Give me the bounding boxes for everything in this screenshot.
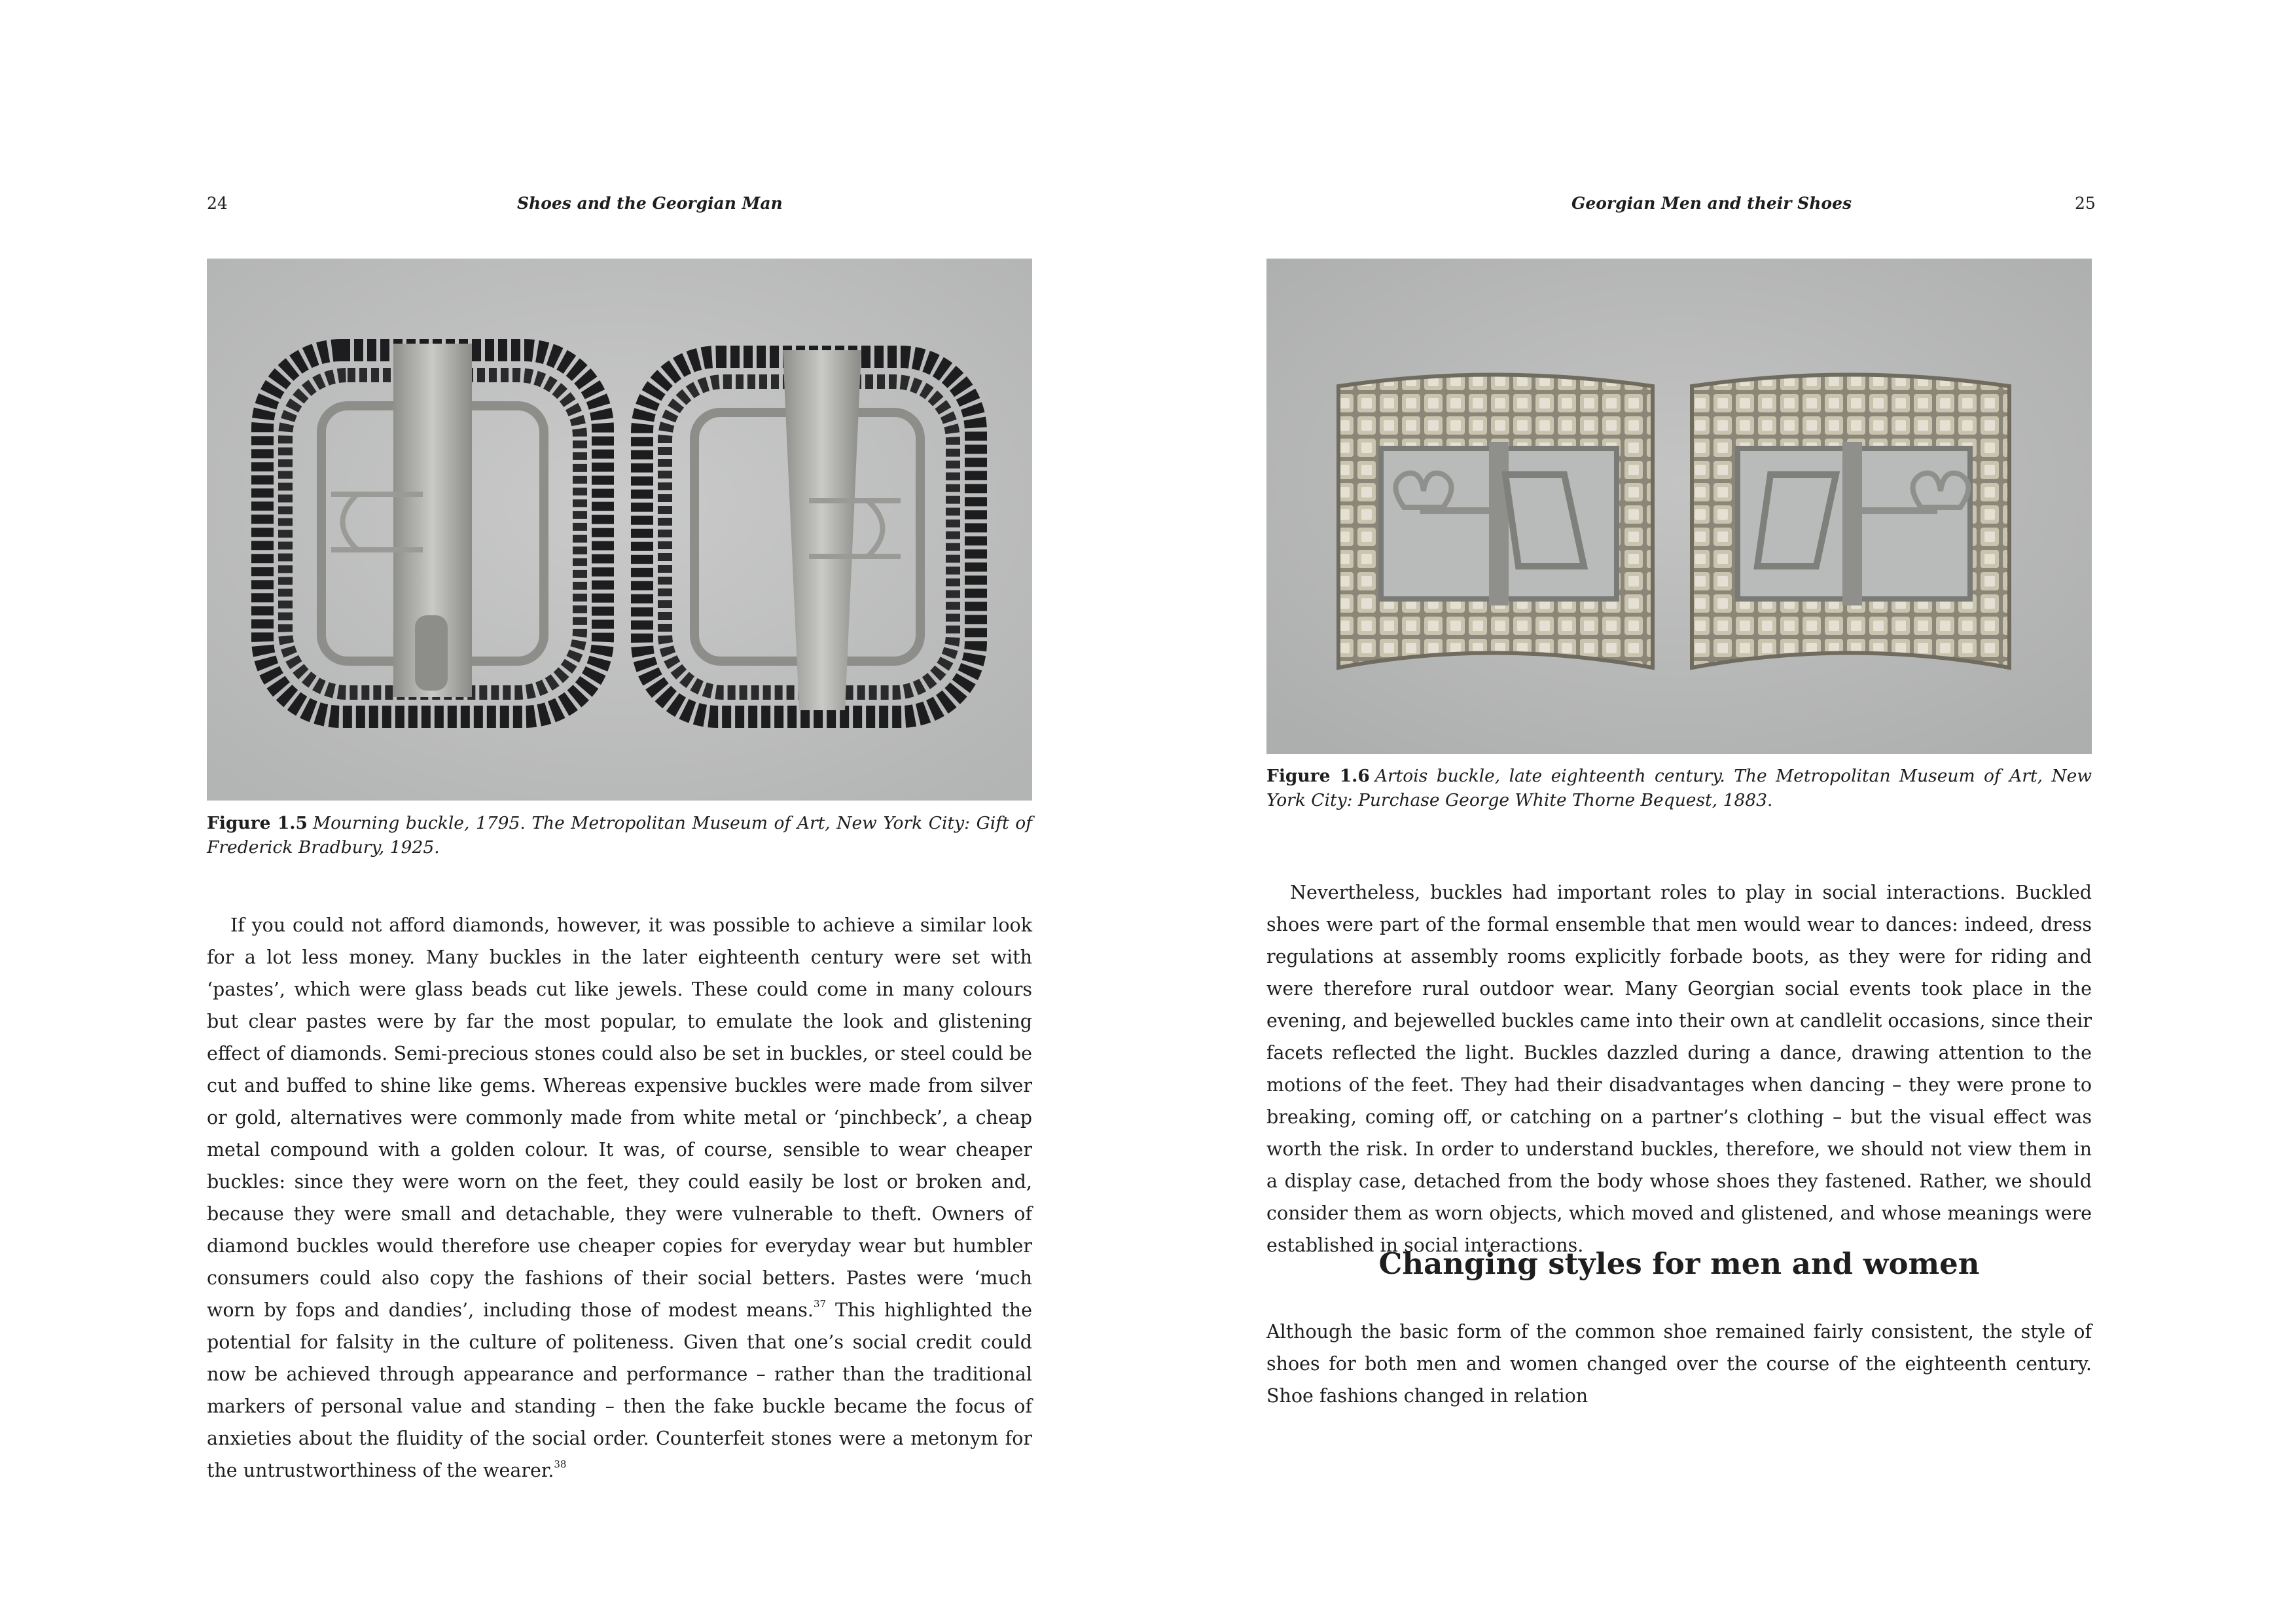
mourning-buckle-image xyxy=(207,259,1032,801)
figure-caption-text: Mourning buckle, 1795. The Metropolitan Museum of Art, New York City: Gift of Frederick Bradbury, 1925. xyxy=(207,813,1032,857)
running-head: Shoes and the Georgian Man xyxy=(517,194,783,213)
figure-label: Figure 1.5 xyxy=(207,813,308,833)
paragraph-text: If you could not afford diamonds, however, it was possible to achieve a similar look for a lot less money. Many buckles in the later eighteenth century were set with ‘pastes’, which were glass beads cut like jewels. These could come in many colours but clear pastes were by far the most popular, to emulate the look and glistening effect of diamonds. Semi-precious stones could also be set in buckles, or steel could be cut and buffed to shine like gems. Whereas expensive buckles were made from silver or gold, alternatives were commonly made from white metal or ‘pinchbeck’, a cheap metal compound with a golden colour. It was, of course, sensible to wear cheaper buckles: since they were worn on the feet, they could easily be lost or broken and, because they were small and detachable, they were vulnerable to theft. Owners of diamond buckles would therefore use cheaper copies for everyday wear but humbler consumers could also copy the fashions of their social betters. Pastes were ‘much worn by fops and dandies’, including those of modest means. xyxy=(207,914,1032,1321)
body-paragraph: Although the basic form of the common shoe remained fairly consistent, the style of shoes for both men and women changed over the course of the eighteenth century. Shoe fashions changed in relation xyxy=(1266,1321,2092,1407)
page-number: 25 xyxy=(2075,194,2096,213)
paragraph-text: This highlighted the potential for falsity in the culture of politeness. Given that one’s social credit could now be achieved through appearance and performance – rather than the traditional markers of personal value and standing – then the fake buckle became the focus of anxieties about the fluidity of the social order. Counterfeit stones were a metonym for the untrustworthiness of the wearer. xyxy=(207,1299,1033,1481)
artois-buckle-image xyxy=(1266,259,2092,754)
section-heading: Changing styles for men and women xyxy=(1378,1246,1980,1281)
left-paste-buckle xyxy=(1338,375,1653,668)
figure-1-6-photo xyxy=(1266,259,2092,754)
figure-label: Figure 1.6 xyxy=(1266,766,1370,786)
figure-1-5-caption xyxy=(207,811,1032,859)
running-head: Georgian Men and their Shoes xyxy=(1571,194,1852,213)
figure-caption-text: Artois buckle, late eighteenth century. The Metropolitan Museum of Art, New York City: Purchase George White Thorne Bequest, 1883. xyxy=(1266,766,2092,810)
body-paragraph xyxy=(207,909,1032,1487)
body-paragraph: Nevertheless, buckles had important roles to play in social interactions. Buckled shoes were part of the formal ensemble that men would wear to dances: indeed, dress regulations at assembly rooms explicitly forbade boots, as they were for riding and were therefore rural outdoor wear. Many Georgian social events took place in the evening, and bejewelled buckles came into their own at candlelit occasions, since their facets reflected the light. Buckles dazzled during a dance, drawing attention to the motions of the feet. They had their disadvantages when dancing – they were prone to breaking, coming off, or catching on a partner’s clothing – but the visual effect was worth the risk. In order to understand buckles, therefore, we should not view them in a display case, detached from the body whose shoes they fastened. Rather, we should consider them as worn objects, which moved and glistened, and whose meanings were established in social interactions. xyxy=(1266,882,2092,1256)
page-number: 24 xyxy=(207,194,228,213)
footnote-ref: 38 xyxy=(554,1458,567,1470)
footnote-ref: 37 xyxy=(813,1297,827,1310)
figure-1-5-photo xyxy=(207,259,1032,801)
figure-1-6-caption xyxy=(1266,764,2092,812)
right-paste-buckle xyxy=(1692,375,2009,668)
right-page xyxy=(1148,0,2296,1624)
